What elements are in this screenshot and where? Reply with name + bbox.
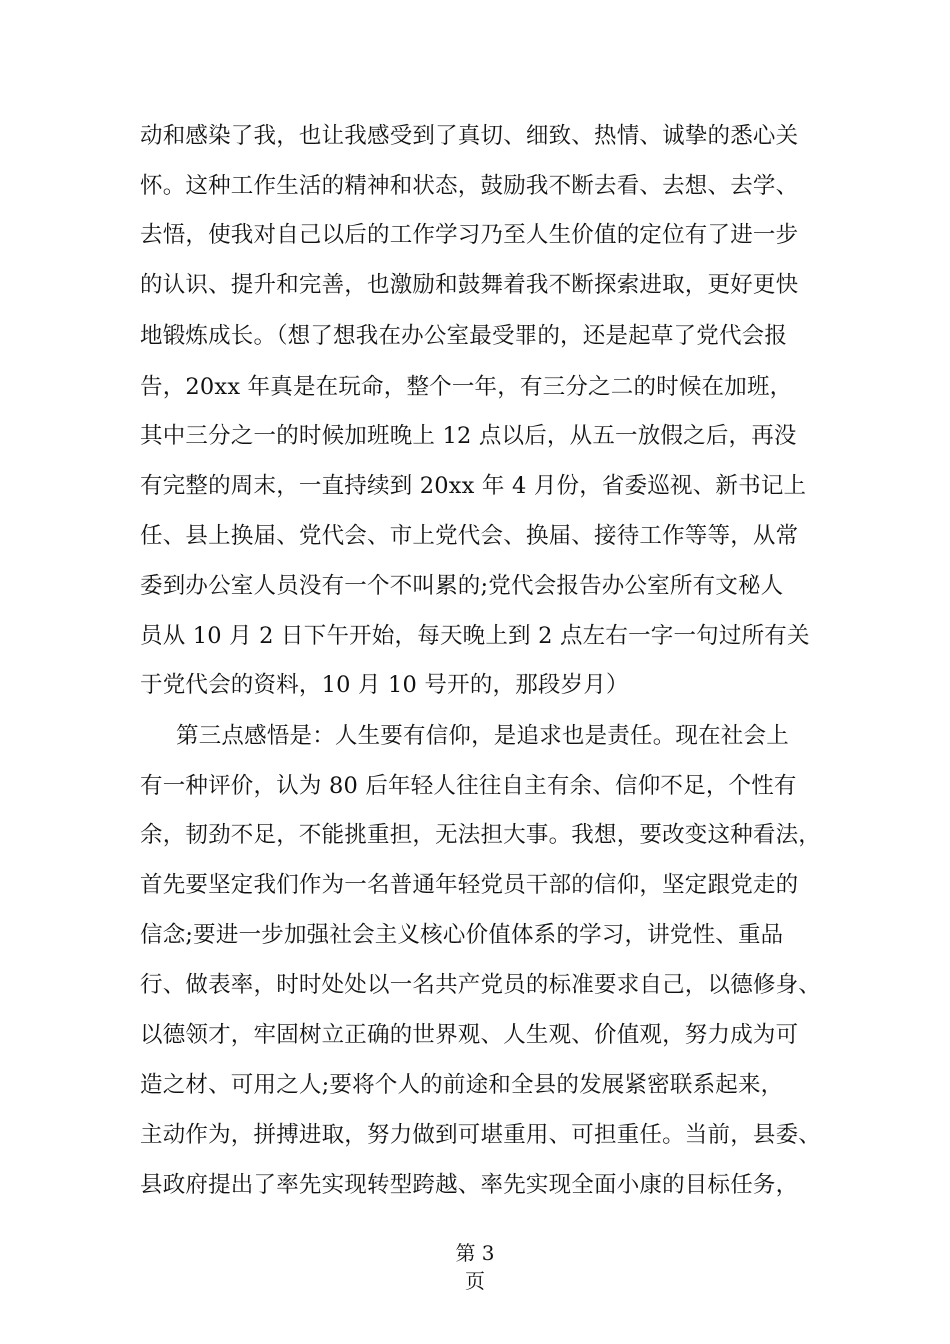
- text-line: 任、县上换届、党代会、市上党代会、换届、接待工作等等，从常: [140, 523, 799, 549]
- page-number: 第 3: [455, 1241, 495, 1265]
- text-line: 造之材、可用之人;要将个人的前途和全县的发展紧密联系起来，: [140, 1072, 784, 1098]
- text-line: 于党代会的资料，10 月 10 号开的，那段岁月）: [140, 672, 629, 698]
- text-line: 以德领才，牢固树立正确的世界观、人生观、价值观，努力成为可: [140, 1022, 799, 1048]
- text-line: 告，20xx 年真是在玩命，整个一年，有三分之二的时候在加班，: [140, 374, 793, 400]
- text-line: 地锻炼成长。（想了想我在办公室最受罪的，还是起草了党代会报: [140, 323, 788, 349]
- paragraph-first-line: 第三点感悟是：人生要有信仰，是追求也是责任。现在社会上: [176, 723, 789, 749]
- text-line: 信念;要进一步加强社会主义核心价值体系的学习，讲党性、重品: [140, 922, 784, 948]
- text-line: 去悟，使我对自己以后的工作学习乃至人生价值的定位有了进一步: [140, 222, 799, 248]
- text-line: 的认识、提升和完善，也激励和鼓舞着我不断探索进取，更好更快: [140, 272, 799, 298]
- text-line: 其中三分之一的时候加班晚上 12 点以后，从五一放假之后，再没: [140, 423, 797, 449]
- page-number-suffix: 页: [465, 1269, 485, 1293]
- text-line: 首先要坚定我们作为一名普通年轻党员干部的信仰，坚定跟党走的: [140, 872, 799, 898]
- text-line: 主动作为，拼搏进取，努力做到可堪重用、可担重任。当前，县委、: [140, 1122, 822, 1148]
- text-line: 县政府提出了率先实现转型跨越、率先实现全面小康的目标任务，: [140, 1172, 799, 1198]
- text-line: 行、做表率，时时处处以一名共产党员的标准要求自己，以德修身、: [140, 972, 822, 998]
- text-line: 余，韧劲不足，不能挑重担，无法担大事。我想，要改变这种看法，: [140, 822, 822, 848]
- text-line: 怀。这种工作生活的精神和状态，鼓励我不断去看、去想、去学、: [140, 173, 799, 199]
- text-line: 有完整的周末，一直持续到 20xx 年 4 月份，省委巡视、新书记上: [140, 473, 807, 499]
- text-line: 动和感染了我，也让我感受到了真切、细致、热情、诚挚的悉心关: [140, 123, 799, 149]
- text-line: 员从 10 月 2 日下午开始，每天晚上到 2 点左右一字一句过所有关: [140, 623, 810, 649]
- text-line: 有一种评价，认为 80 后年轻人往往自主有余、信仰不足，个性有: [140, 773, 797, 799]
- text-line: 委到办公室人员没有一个不叫累的;党代会报告办公室所有文秘人: [140, 573, 784, 599]
